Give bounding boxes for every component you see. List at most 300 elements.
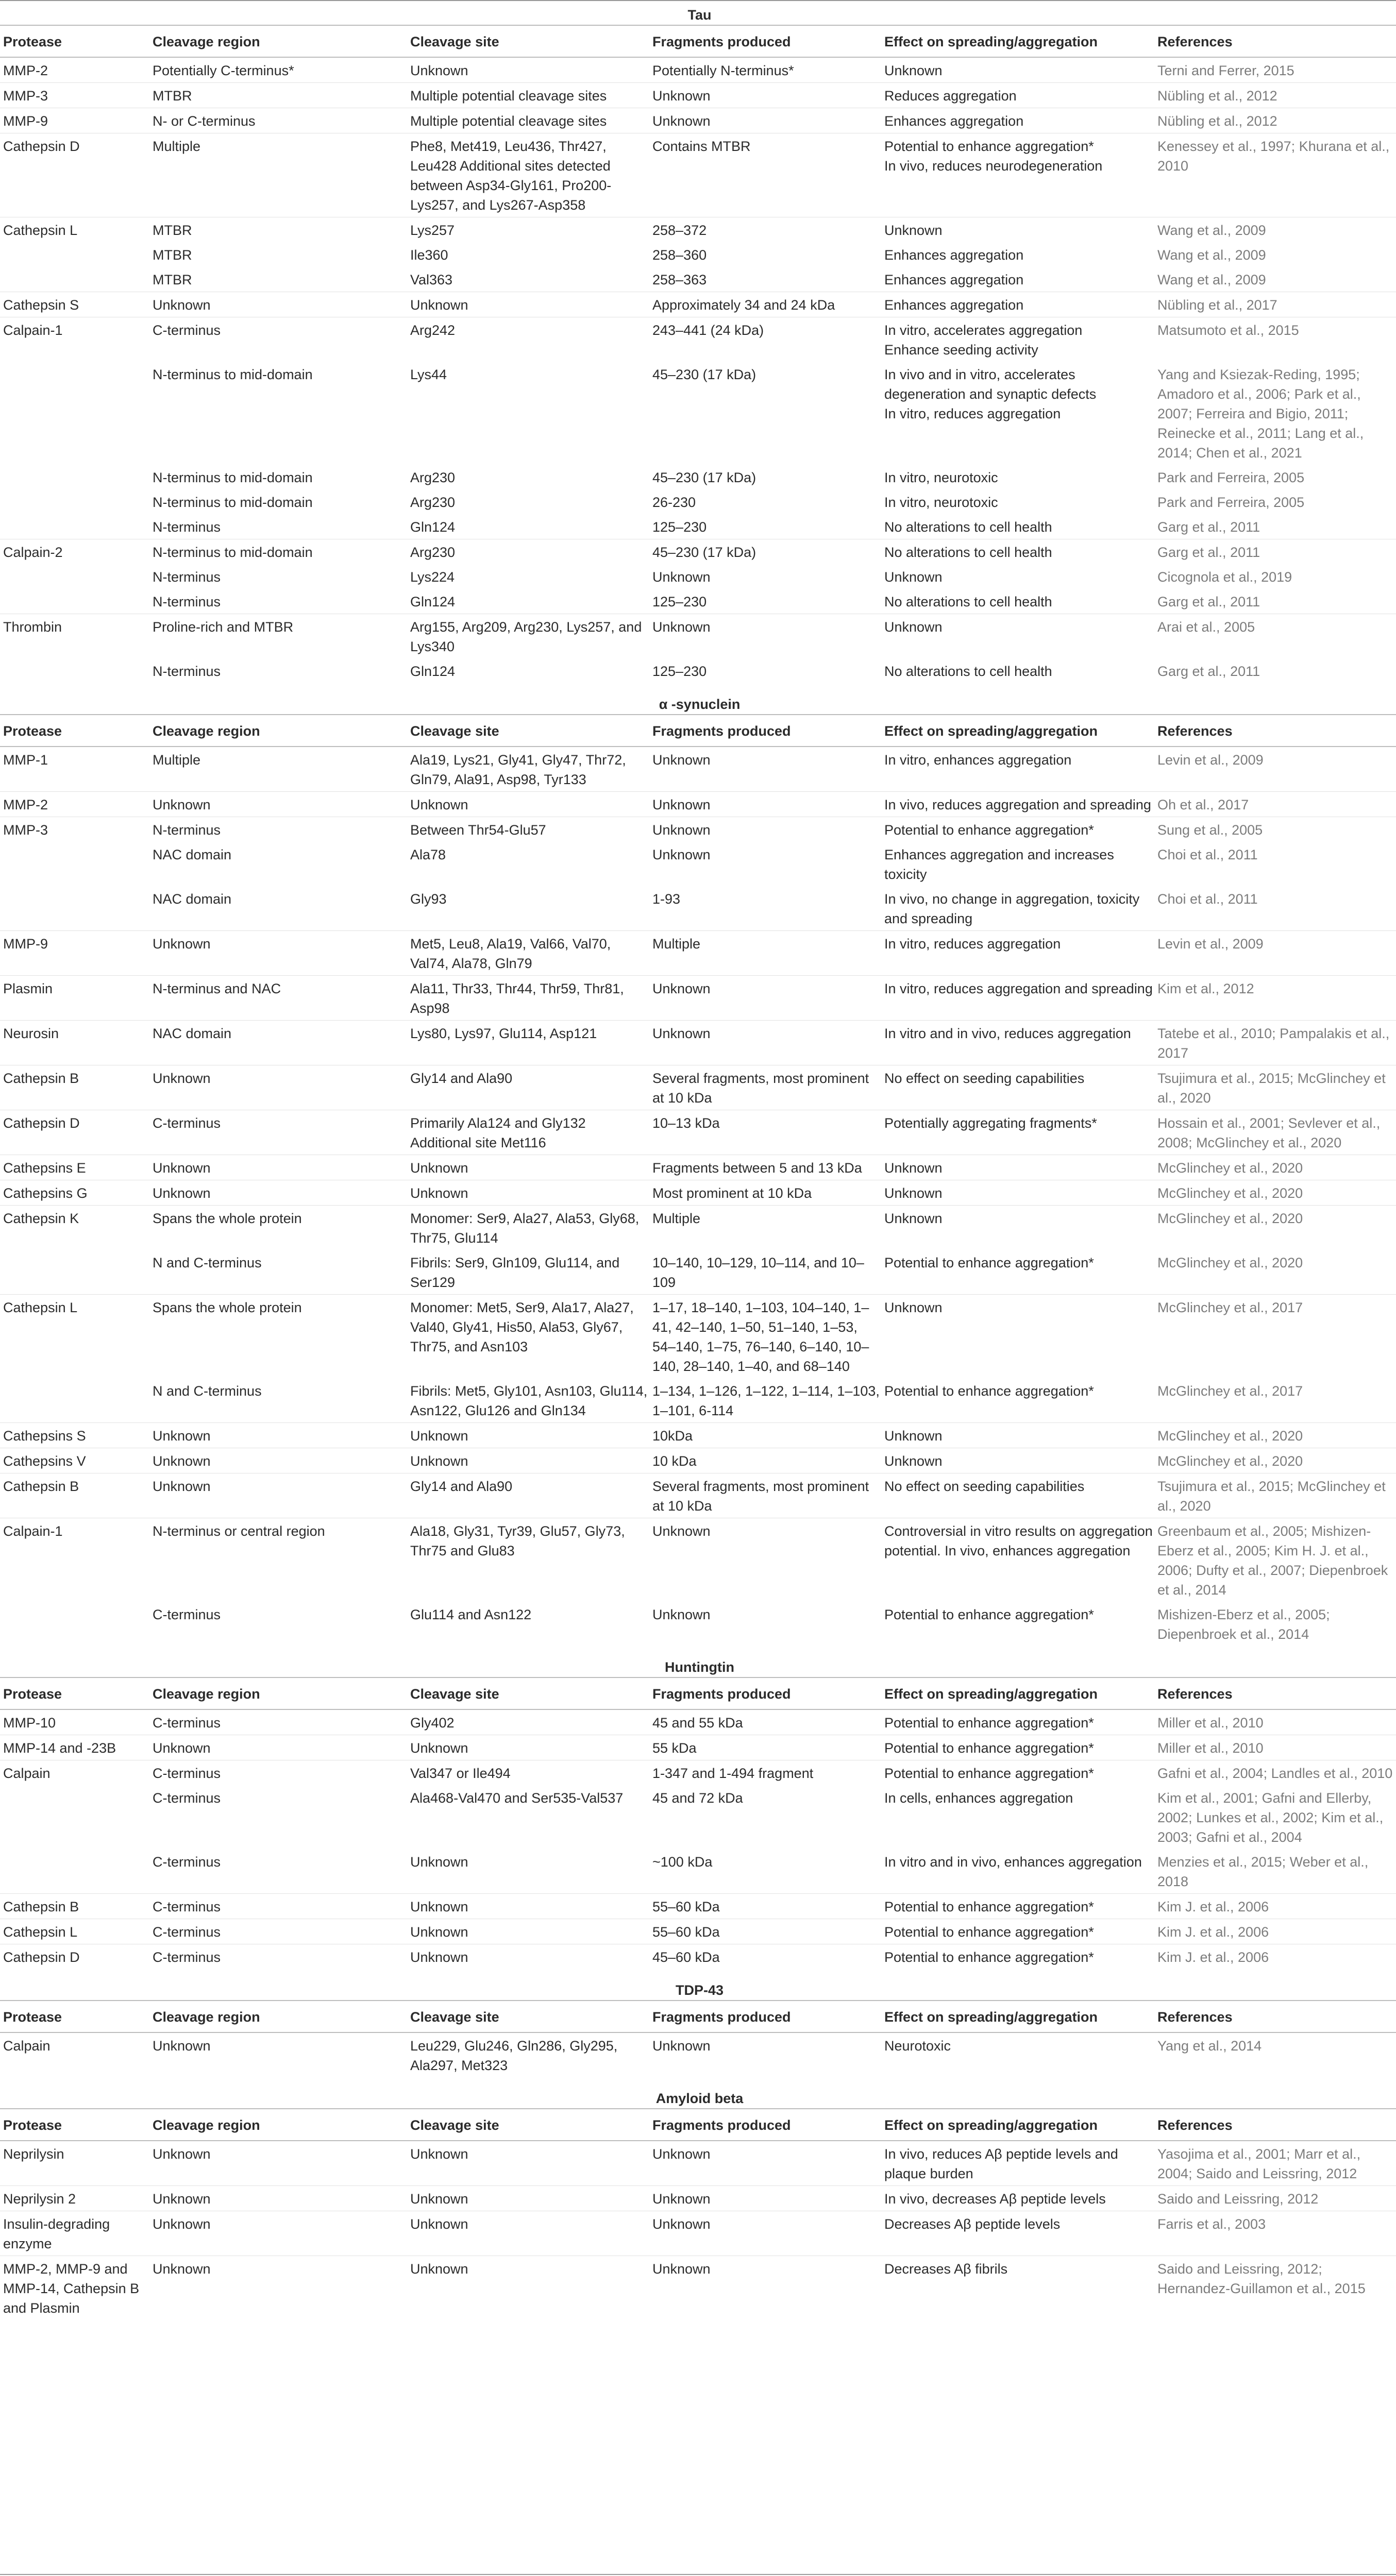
effect-cell: Unknown [881, 1295, 1154, 1379]
cleavage-site-cell: Unknown [407, 792, 649, 817]
protease-cell: Cathepsins S [0, 1423, 149, 1448]
table-row [0, 2256, 1396, 2320]
protease-cell [0, 886, 149, 931]
column-header: References [1154, 715, 1396, 747]
cleavage-site-cell: Gln124 [410, 519, 456, 535]
protease-cell: Cathepsin K [0, 1206, 149, 1250]
protease-cell [0, 589, 149, 614]
references-cell: Saido and Leissring, 2012; Hernandez-Guillamon et al., 2015 [1154, 2256, 1396, 2320]
column-header: Fragments produced [649, 2109, 881, 2141]
table-row [0, 2211, 1396, 2256]
effect-cell: In vivo, reduces aggregation and spreading [881, 792, 1154, 817]
effect-cell: Potential to enhance aggregation* [881, 1735, 1154, 1760]
effect-cell: Unknown [881, 614, 1154, 659]
effect-cell: Potential to enhance aggregation* [881, 1944, 1154, 1970]
fragments-cell: Unknown [652, 1607, 711, 1622]
references-cell: Kenessey et al., 1997; Khurana et al., 2010 [1154, 133, 1396, 217]
column-header: Protease [0, 1677, 149, 1709]
references-cell: McGlinchey et al., 2017 [1154, 1295, 1396, 1379]
table-row [0, 1473, 1396, 1518]
fragments-cell: Unknown [652, 847, 711, 862]
column-header: Cleavage site [407, 2001, 649, 2032]
cleavage-region-cell: N and C-terminus [153, 1383, 262, 1399]
effect-cell: Potentially aggregating fragments* [881, 1110, 1154, 1155]
fragments-cell: 10–140, 10–129, 10–114, and 10–109 [652, 1255, 864, 1290]
table-row [0, 317, 1396, 362]
effect-cell: In vitro, enhances aggregation [884, 752, 1072, 768]
protease-cell: Cathepsin B [0, 1894, 149, 1919]
references-cell: Yang et al., 2014 [1157, 2038, 1262, 2054]
table-footnote [0, 2574, 1396, 2576]
references-cell: McGlinchey et al., 2020 [1157, 1255, 1303, 1270]
cleavage-site-cell: Unknown [407, 1894, 649, 1919]
references-cell: Miller et al., 2010 [1154, 1735, 1396, 1760]
fragments-cell: Several fragments, most prominent at 10 kDa [649, 1473, 881, 1518]
references-cell: Gafni et al., 2004; Landles et al., 2010 [1154, 1760, 1396, 1786]
column-header: Cleavage site [407, 2109, 649, 2141]
fragments-cell: Contains MTBR [649, 133, 881, 217]
protease-cell: Cathepsin D [0, 1110, 149, 1155]
column-header: Effect on spreading/aggregation [881, 2001, 1154, 2032]
fragments-cell: Unknown [649, 2186, 881, 2211]
table-row [0, 1735, 1396, 1760]
column-header: Effect on spreading/aggregation [881, 715, 1154, 747]
cleavage-site-cell: Ala11, Thr33, Thr44, Thr59, Thr81, Asp98 [407, 976, 649, 1021]
column-header: Cleavage region [149, 2109, 407, 2141]
effect-cell: Enhances aggregation [881, 292, 1154, 317]
cleavage-site-cell: Unknown [407, 292, 649, 317]
fragments-cell: Fragments between 5 and 13 kDa [649, 1155, 881, 1180]
cleavage-region-cell: NAC domain [153, 891, 232, 907]
effect-cell: No alterations to cell health [881, 539, 1154, 565]
table-row [0, 1423, 1396, 1448]
effect-cell: Potential to enhance aggregation* In vivo, reduces neurodegeneration [881, 133, 1154, 217]
references-cell: Tatebe et al., 2010; Pampalakis et al., 2017 [1154, 1021, 1396, 1065]
references-cell: Garg et al., 2011 [1154, 539, 1396, 565]
section-title: TDP-43 [676, 1982, 724, 1998]
fragments-cell: 258–360 [652, 247, 707, 263]
column-header-row [0, 715, 1396, 747]
cleavage-region-cell: N and C-terminus [153, 1255, 262, 1270]
column-header: References [1154, 25, 1396, 57]
table-row [0, 83, 1396, 108]
column-header: Fragments produced [649, 2001, 881, 2032]
effect-cell: No effect on seeding capabilities [881, 1065, 1154, 1110]
column-header: Protease [0, 2109, 149, 2141]
fragments-cell: Unknown [649, 108, 881, 133]
cleavage-site-cell: Val347 or Ile494 [407, 1760, 649, 1786]
cleavage-region-cell: Unknown [153, 2038, 211, 2054]
protease-cell: MMP-10 [3, 1715, 56, 1731]
cleavage-region-cell: Unknown [149, 1155, 407, 1180]
table-row [0, 1919, 1396, 1944]
fragments-cell: 45 and 55 kDa [652, 1715, 743, 1731]
table-row [0, 267, 1396, 292]
cleavage-region-cell: NAC domain [153, 847, 232, 862]
effect-cell: Decreases Aβ peptide levels [881, 2211, 1154, 2256]
cleavage-region-cell: MTBR [153, 272, 192, 287]
effect-cell: In vitro, neurotoxic [884, 495, 998, 510]
cleavage-region-cell: Unknown [149, 931, 407, 976]
cleavage-site-cell: Gly402 [410, 1715, 455, 1731]
table-row [0, 539, 1396, 565]
references-cell: Miller et al., 2010 [1157, 1715, 1264, 1731]
table-row [0, 1110, 1396, 1155]
references-cell: Tsujimura et al., 2015; McGlinchey et al., 2020 [1154, 1473, 1396, 1518]
column-header: Effect on spreading/aggregation [881, 2109, 1154, 2141]
cleavage-site-cell: Unknown [410, 1854, 468, 1870]
table-row [0, 362, 1396, 465]
cleavage-region-cell: Unknown [153, 2146, 211, 2162]
fragments-cell: Unknown [649, 817, 881, 842]
protease-cell [0, 362, 149, 465]
fragments-cell: Multiple [649, 1206, 881, 1250]
column-header-row [0, 2109, 1396, 2141]
protease-cell: MMP-14 and -23B [0, 1735, 149, 1760]
references-cell: McGlinchey et al., 2020 [1154, 1423, 1396, 1448]
cleavage-site-cell: Unknown [407, 2256, 649, 2320]
effect-cell: Unknown [884, 569, 943, 585]
references-cell: Farris et al., 2003 [1154, 2211, 1396, 2256]
cleavage-region-cell: N-terminus [149, 817, 407, 842]
cleavage-region-cell: C-terminus [149, 1760, 407, 1786]
fragments-cell: 125–230 [652, 519, 707, 535]
effect-cell: Unknown [881, 1423, 1154, 1448]
table-row [0, 1709, 1396, 1735]
protease-cell [0, 242, 149, 267]
protease-cell: Cathepsin L [0, 1919, 149, 1944]
cleavage-site-cell: Arg155, Arg209, Arg230, Lys257, and Lys340 [407, 614, 649, 659]
effect-cell: No alterations to cell health [884, 519, 1052, 535]
references-cell: Hossain et al., 2001; Sevlever et al., 2008; McGlinchey et al., 2020 [1154, 1110, 1396, 1155]
column-header-row [0, 25, 1396, 57]
cleavage-region-cell: C-terminus [153, 1790, 221, 1806]
table-row [0, 2032, 1396, 2077]
references-cell: Kim J. et al., 2006 [1154, 1894, 1396, 1919]
table-row [0, 747, 1396, 792]
protease-cell: Calpain-1 [0, 317, 149, 362]
cleavage-site-cell: Gln124 [410, 664, 456, 679]
fragments-cell: Unknown [649, 1021, 881, 1065]
references-cell: Wang et al., 2009 [1157, 272, 1266, 287]
effect-cell: Reduces aggregation [881, 83, 1154, 108]
effect-cell: Unknown [881, 1206, 1154, 1250]
references-cell: Park and Ferreira, 2005 [1157, 470, 1305, 485]
cleavage-site-cell: Lys257 [407, 217, 649, 243]
protease-cell: MMP-9 [0, 108, 149, 133]
cleavage-region-cell: N-terminus to mid-domain [153, 367, 313, 382]
references-cell: Levin et al., 2009 [1154, 931, 1396, 976]
section-spacer [0, 1646, 1396, 1653]
fragments-cell: 45–60 kDa [649, 1944, 881, 1970]
cleavage-site-cell: Gly14 and Ala90 [407, 1065, 649, 1110]
effect-cell: Potential to enhance aggregation* [881, 1760, 1154, 1786]
table-row [0, 817, 1396, 842]
table-row [0, 1206, 1396, 1250]
cleavage-site-cell: Fibrils: Met5, Gly101, Asn103, Glu114, Asn122, Glu126 and Gln134 [410, 1383, 648, 1418]
cleavage-region-cell: N-terminus and NAC [149, 976, 407, 1021]
references-cell: Choi et al., 2011 [1157, 891, 1258, 907]
table-row [0, 564, 1396, 589]
section-title: Huntingtin [665, 1659, 734, 1675]
effect-cell: Potential to enhance aggregation* [881, 1919, 1154, 1944]
column-header-row [0, 1677, 1396, 1709]
protease-cell: Cathepsin L [0, 1295, 149, 1379]
protease-cell: Cathepsins E [0, 1155, 149, 1180]
cleavage-site-cell: Unknown [407, 2211, 649, 2256]
effect-cell: In vitro, reduces aggregation and spreading [881, 976, 1154, 1021]
cleavage-site-cell: Unknown [407, 1155, 649, 1180]
protease-cell: Calpain [3, 2038, 51, 2054]
cleavage-region-cell: N- or C-terminus [149, 108, 407, 133]
fragments-cell: 1–134, 1–126, 1–122, 1–114, 1–103, 1–101, 6-114 [652, 1383, 880, 1418]
cleavage-site-cell: Unknown [407, 1448, 649, 1473]
fragments-cell: 45–230 (17 kDa) [649, 539, 881, 565]
cleavage-site-cell: Fibrils: Ser9, Gln109, Glu114, and Ser129 [410, 1255, 620, 1290]
cleavage-site-cell: Ile360 [410, 247, 448, 263]
cleavage-site-cell: Ala18, Gly31, Tyr39, Glu57, Gly73, Thr75 and Glu83 [407, 1518, 649, 1602]
column-header: Fragments produced [649, 715, 881, 747]
references-cell: McGlinchey et al., 2020 [1154, 1180, 1396, 1206]
table-row [0, 1894, 1396, 1919]
table-row [0, 2186, 1396, 2211]
fragments-cell: Unknown [649, 792, 881, 817]
cleavage-region-cell: N-terminus [153, 594, 221, 609]
protease-cell: Neurosin [0, 1021, 149, 1065]
references-cell: Wang et al., 2009 [1157, 247, 1266, 263]
column-header-row [0, 2001, 1396, 2032]
table-row [0, 1518, 1396, 1602]
protease-cell: Neprilysin [3, 2146, 64, 2162]
protease-cell: MMP-2 [3, 63, 48, 78]
references-cell: Terni and Ferrer, 2015 [1157, 63, 1294, 78]
fragments-cell: 1-347 and 1-494 fragment [649, 1760, 881, 1786]
references-cell: Kim J. et al., 2006 [1154, 1919, 1396, 1944]
references-cell: Kim J. et al., 2006 [1154, 1944, 1396, 1970]
column-header: Cleavage region [149, 25, 407, 57]
table-row [0, 931, 1396, 976]
column-header: Cleavage site [407, 25, 649, 57]
fragments-cell: Potentially N-terminus* [652, 63, 794, 78]
effect-cell: Potential to enhance aggregation* [881, 1894, 1154, 1919]
cleavage-region-cell: Multiple [149, 133, 407, 217]
references-cell: Yasojima et al., 2001; Marr et al., 2004; Saido and Leissring, 2012 [1157, 2146, 1361, 2181]
cleavage-region-cell: C-terminus [153, 1854, 221, 1870]
protease-cell: Cathepsins V [0, 1448, 149, 1473]
table-row [0, 242, 1396, 267]
cleavage-region-cell: C-terminus [149, 1894, 407, 1919]
cleavage-region-cell: Unknown [149, 1065, 407, 1110]
table-row [0, 465, 1396, 489]
protease-cell: Cathepsin B [0, 1473, 149, 1518]
effect-cell: Decreases Aβ fibrils [881, 2256, 1154, 2320]
protease-cell: MMP-3 [0, 817, 149, 842]
references-cell: Oh et al., 2017 [1154, 792, 1396, 817]
table-row [0, 2141, 1396, 2186]
cleavage-site-cell: Arg230 [407, 539, 649, 565]
effect-cell: No effect on seeding capabilities [881, 1473, 1154, 1518]
fragments-cell: 1-93 [652, 891, 681, 907]
cleavage-region-cell: MTBR [149, 83, 407, 108]
table-row [0, 1849, 1396, 1894]
effect-cell: No alterations to cell health [884, 664, 1052, 679]
cleavage-site-cell: Gly14 and Ala90 [407, 1473, 649, 1518]
cleavage-region-cell: Unknown [149, 1448, 407, 1473]
fragments-cell: Unknown [649, 2256, 881, 2320]
cleavage-region-cell: C-terminus [149, 1944, 407, 1970]
effect-cell: Neurotoxic [884, 2038, 951, 2054]
table-row [0, 1295, 1396, 1379]
fragments-cell: ~100 kDa [652, 1854, 713, 1870]
cleavage-site-cell: Unknown [407, 1423, 649, 1448]
protease-cell [0, 1250, 149, 1295]
cleavage-site-cell: Monomer: Ser9, Ala27, Ala53, Gly68, Thr75, Glu114 [407, 1206, 649, 1250]
effect-cell: No alterations to cell health [884, 594, 1052, 609]
table-row [0, 1944, 1396, 1970]
cleavage-site-cell: Primarily Ala124 and Gly132 Additional site Met116 [407, 1110, 649, 1155]
references-cell: Kim et al., 2001; Gafni and Ellerby, 2002; Lunkes et al., 2002; Kim et al., 2003; Gafni et al., 2004 [1157, 1790, 1384, 1845]
cleavage-region-cell: N-terminus to mid-domain [153, 470, 313, 485]
protease-cell: Calpain [0, 1760, 149, 1786]
cleavage-site-cell: Arg230 [410, 495, 456, 510]
references-cell: Mishizen-Eberz et al., 2005; Diepenbroek et al., 2014 [1157, 1607, 1330, 1642]
column-header: Protease [0, 25, 149, 57]
table-row [0, 1250, 1396, 1295]
effect-cell: Potential to enhance aggregation* [884, 1383, 1094, 1399]
protease-cell: Thrombin [0, 614, 149, 659]
cleavage-site-cell: Arg230 [410, 470, 456, 485]
cleavage-region-cell: MTBR [149, 217, 407, 243]
references-cell: Park and Ferreira, 2005 [1157, 495, 1305, 510]
section-title: α -synuclein [659, 697, 741, 712]
fragments-cell: Unknown [649, 1518, 881, 1602]
table-row [0, 57, 1396, 83]
protease-cell [0, 465, 149, 489]
cleavage-site-cell: Multiple potential cleavage sites [407, 83, 649, 108]
references-cell: Garg et al., 2011 [1157, 664, 1260, 679]
fragments-cell: 45 and 72 kDa [652, 1790, 743, 1806]
cleavage-region-cell: Unknown [149, 1180, 407, 1206]
references-cell: Nübling et al., 2012 [1154, 83, 1396, 108]
fragments-cell: Unknown [652, 2146, 711, 2162]
cleavage-region-cell: N-terminus to mid-domain [153, 495, 313, 510]
fragments-cell: 243–441 (24 kDa) [649, 317, 881, 362]
references-cell: Cicognola et al., 2019 [1157, 569, 1292, 585]
fragments-cell: 258–372 [649, 217, 881, 243]
fragments-cell: Unknown [649, 976, 881, 1021]
protease-cell: Calpain-1 [0, 1518, 149, 1602]
table-row [0, 589, 1396, 614]
column-header: Effect on spreading/aggregation [881, 1677, 1154, 1709]
effect-cell: In vitro, reduces aggregation [881, 931, 1154, 976]
references-cell: Yang and Ksiezak-Reding, 1995; Amadoro et al., 2006; Park et al., 2007; Ferreira and Bigio, 2011; Reinecke et al., 2011; Lang et al., 2014; Chen et al., 2021 [1157, 367, 1364, 461]
effect-cell: Enhances aggregation [884, 247, 1024, 263]
section-spacer [0, 2320, 1396, 2327]
table-row [0, 614, 1396, 659]
cleavage-site-cell: Ala468-Val470 and Ser535-Val537 [410, 1790, 624, 1806]
references-cell: Sung et al., 2005 [1154, 817, 1396, 842]
table-row [0, 1021, 1396, 1065]
effect-cell: In vivo and in vitro, accelerates degeneration and synaptic defects In vitro, reduces aggregation [884, 367, 1097, 421]
protease-cell [0, 658, 149, 683]
cleavage-region-cell: Proline-rich and MTBR [149, 614, 407, 659]
protease-cell: Cathepsin D [0, 133, 149, 217]
cleavage-site-cell: Arg242 [407, 317, 649, 362]
cleavage-site-cell: Met5, Leu8, Ala19, Val66, Val70, Val74, Ala78, Gln79 [407, 931, 649, 976]
references-cell: Nübling et al., 2012 [1154, 108, 1396, 133]
table-row [0, 514, 1396, 539]
cleavage-site-cell: Unknown [407, 1735, 649, 1760]
protease-cell [0, 1602, 149, 1646]
protease-cell: Neprilysin 2 [0, 2186, 149, 2211]
table-row [0, 886, 1396, 931]
fragments-cell: Unknown [649, 614, 881, 659]
cleavage-region-cell: Unknown [149, 292, 407, 317]
fragments-cell: 10–13 kDa [649, 1110, 881, 1155]
protease-cell [0, 514, 149, 539]
table-row [0, 1378, 1396, 1423]
cleavage-region-cell: Spans the whole protein [149, 1295, 407, 1379]
effect-cell: Potential to enhance aggregation* [884, 1255, 1094, 1270]
table-row [0, 1785, 1396, 1849]
column-header: Cleavage region [149, 1677, 407, 1709]
table-row [0, 108, 1396, 133]
references-cell: Matsumoto et al., 2015 [1154, 317, 1396, 362]
cleavage-region-cell: N-terminus or central region [149, 1518, 407, 1602]
protease-cell [0, 267, 149, 292]
effect-cell: In vitro and in vivo, reduces aggregation [881, 1021, 1154, 1065]
fragments-cell: 45–230 (17 kDa) [652, 367, 756, 382]
cleavage-site-cell: Unknown [407, 1180, 649, 1206]
cleavage-site-cell: Between Thr54-Glu57 [407, 817, 649, 842]
column-header: Protease [0, 715, 149, 747]
cleavage-region-cell: C-terminus [153, 1607, 221, 1622]
table-row [0, 1602, 1396, 1646]
cleavage-region-cell: NAC domain [149, 1021, 407, 1065]
cleavage-region-cell: Unknown [149, 2256, 407, 2320]
fragments-cell: Most prominent at 10 kDa [649, 1180, 881, 1206]
cleavage-region-cell: C-terminus [149, 1919, 407, 1944]
table-row [0, 292, 1396, 317]
section-title-row [0, 690, 1396, 715]
section-title: Amyloid beta [655, 2091, 744, 2106]
fragments-cell: Approximately 34 and 24 kDa [649, 292, 881, 317]
table-row [0, 1180, 1396, 1206]
section-title: Tau [0, 1, 1396, 25]
table-row [0, 1065, 1396, 1110]
references-cell: Levin et al., 2009 [1157, 752, 1264, 768]
protease-cell: Cathepsin D [0, 1944, 149, 1970]
table-row [0, 217, 1396, 243]
table-row [0, 1448, 1396, 1473]
cleavage-site-cell: Ala19, Lys21, Gly41, Gly47, Thr72, Gln79, Ala91, Asp98, Tyr133 [410, 752, 626, 787]
protease-cell: MMP-2 [0, 792, 149, 817]
cleavage-region-cell: C-terminus [149, 317, 407, 362]
cleavage-site-cell: Unknown [407, 1944, 649, 1970]
cleavage-site-cell: Lys224 [410, 569, 455, 585]
cleavage-site-cell: Glu114 and Asn122 [410, 1607, 532, 1622]
cleavage-region-cell: Unknown [149, 1473, 407, 1518]
protease-cell [0, 564, 149, 589]
references-cell: Garg et al., 2011 [1157, 519, 1260, 535]
cleavage-site-cell: Monomer: Met5, Ser9, Ala17, Ala27, Val40, Gly41, His50, Ala53, Gly67, Thr75, and Asn103 [407, 1295, 649, 1379]
fragments-cell: 55–60 kDa [649, 1894, 881, 1919]
effect-cell: In vitro, accelerates aggregation Enhance seeding activity [881, 317, 1154, 362]
effect-cell: In vitro, neurotoxic [884, 470, 998, 485]
table-row [0, 133, 1396, 217]
table-row [0, 658, 1396, 683]
effect-cell: In vitro and in vivo, enhances aggregation [884, 1854, 1142, 1870]
